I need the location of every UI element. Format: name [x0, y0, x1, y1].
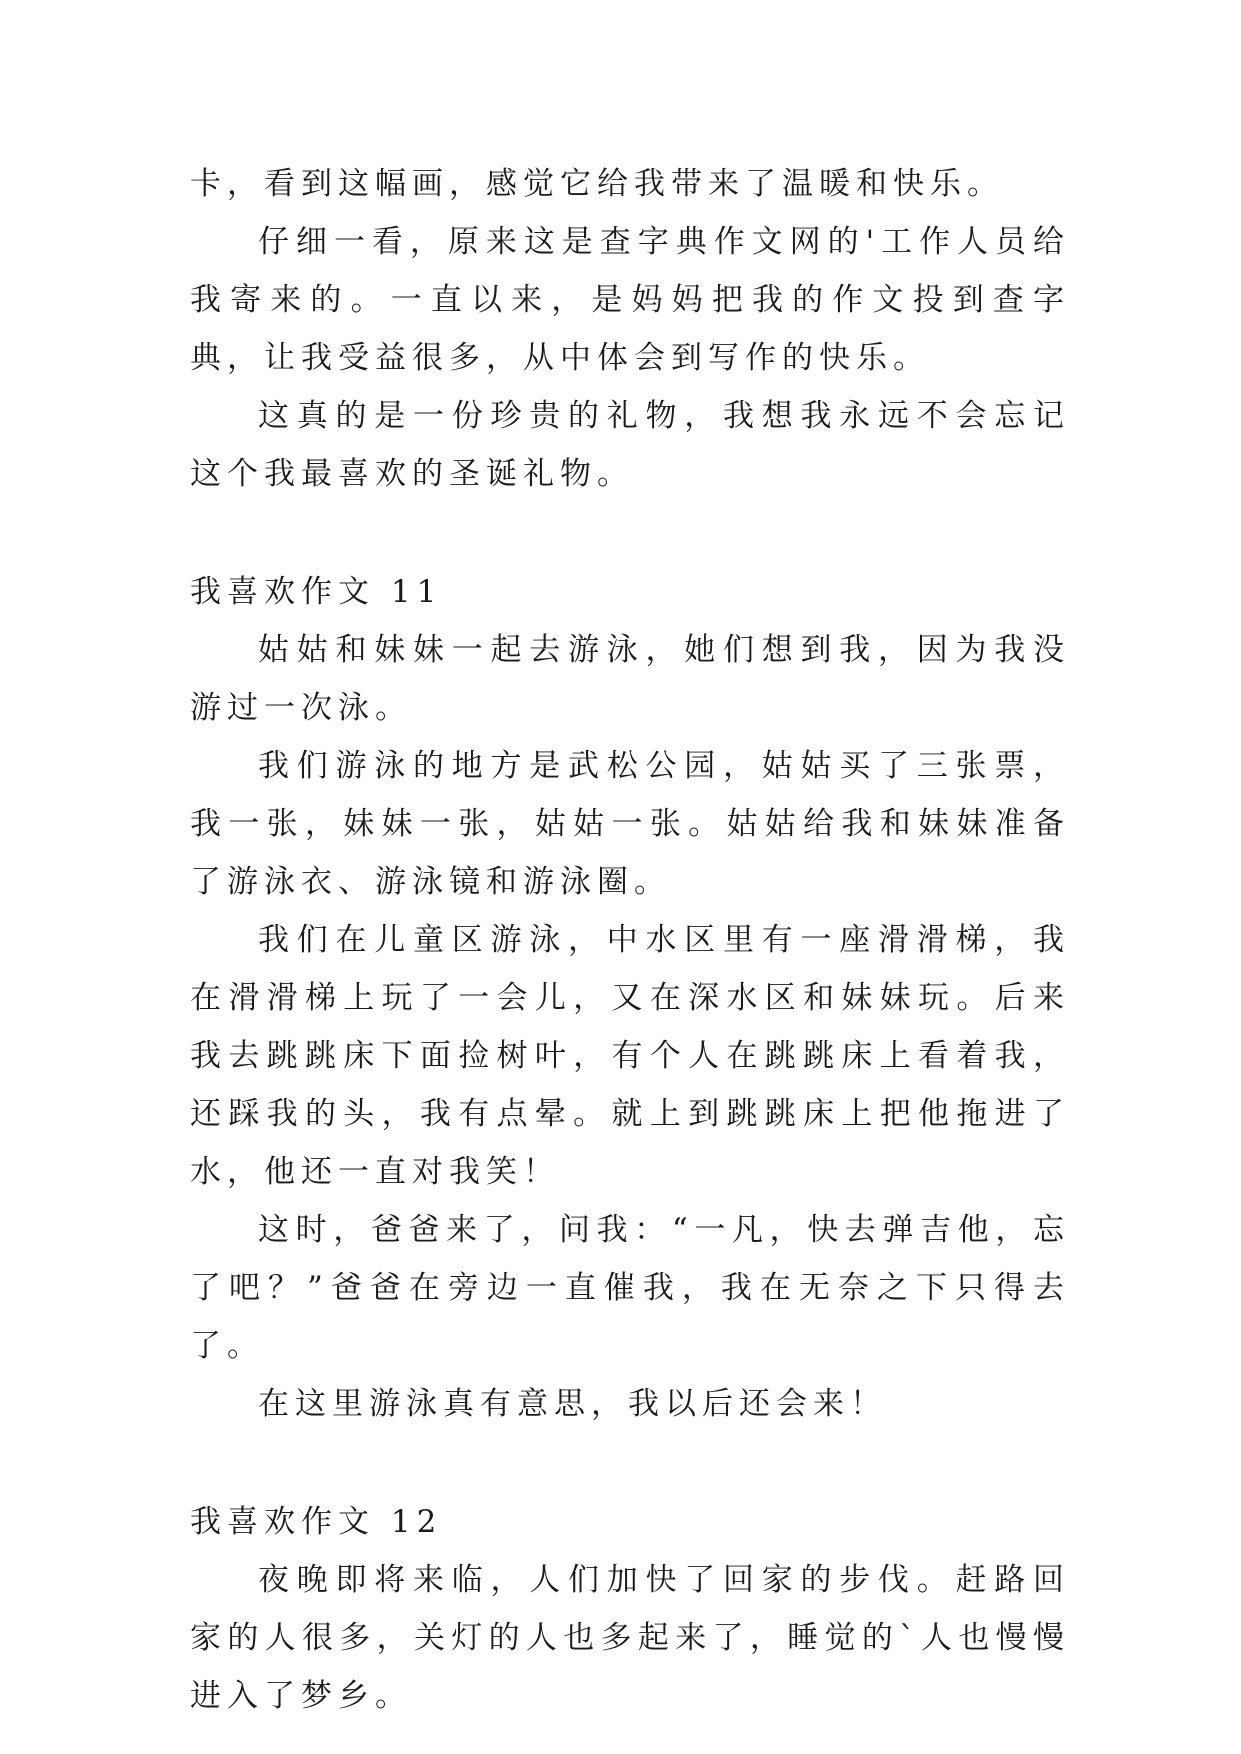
paragraph: 这时，爸爸来了，问我：“一凡，快去弹吉他，忘了吧？”爸爸在旁边一直催我，我在无奈之下只得去了。	[190, 1212, 1070, 1364]
section-heading: 我喜欢作文 11	[190, 574, 443, 610]
section-gap	[190, 503, 1070, 563]
document-page	[190, 155, 1070, 1725]
paragraph: 在这里游泳真有意思，我以后还会来！	[258, 1386, 887, 1422]
paragraph: 卡，看到这幅画，感觉它给我带来了温暖和快乐。	[190, 166, 1004, 202]
section-gap	[190, 1433, 1070, 1493]
paragraph: 这真的是一份珍贵的礼物，我想我永远不会忘记这个我最喜欢的圣诞礼物。	[190, 398, 1070, 492]
paragraph: 仔细一看，原来这是查字典作文网的'工作人员给我寄来的。一直以来，是妈妈把我的作文投到查字典，让我受益很多，从中体会到写作的快乐。	[190, 224, 1070, 376]
paragraph: 我们在儿童区游泳，中水区里有一座滑滑梯，我在滑滑梯上玩了一会儿，又在深水区和妹妹玩。后来我去跳跳床下面捡树叶，有个人在跳跳床上看着我，还踩我的头，我有点晕。就上到跳跳床上把他拖进了水，他还一直对我笑！	[190, 922, 1070, 1190]
section-heading: 我喜欢作文 12	[190, 1504, 443, 1540]
paragraph: 姑姑和妹妹一起去游泳，她们想到我，因为我没游过一次泳。	[190, 632, 1070, 726]
paragraph: 我们游泳的地方是武松公园，姑姑买了三张票，我一张，妹妹一张，姑姑一张。姑姑给我和妹妹准备了游泳衣、游泳镜和游泳圈。	[190, 748, 1070, 900]
paragraph: 夜晚即将来临，人们加快了回家的步伐。赶路回家的人很多，关灯的人也多起来了，睡觉的`人也慢慢进入了梦乡。	[190, 1562, 1070, 1714]
